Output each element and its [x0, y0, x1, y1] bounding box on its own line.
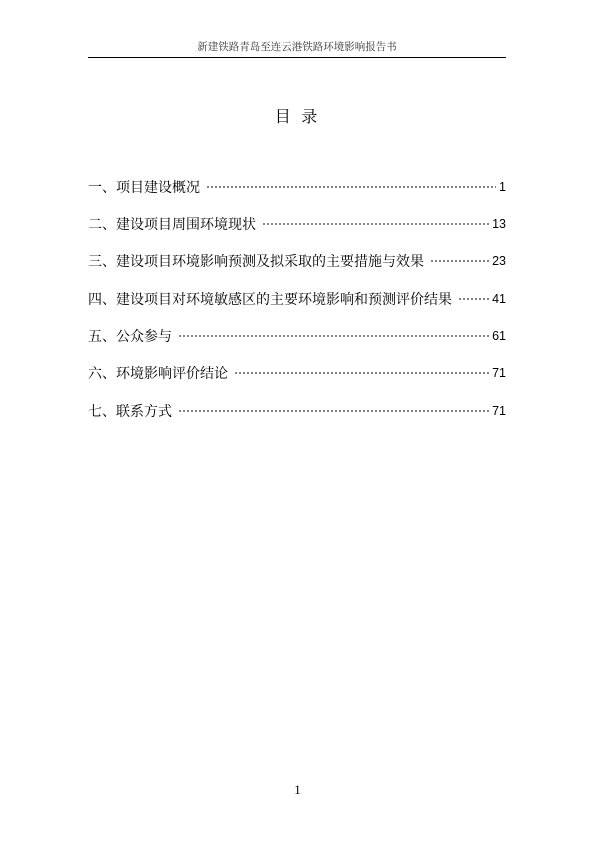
- table-of-contents: [88, 168, 506, 429]
- toc-entry[interactable]: [88, 317, 506, 354]
- toc-entry-label: 三、建设项目环境影响预测及拟采取的主要措施与效果: [88, 253, 424, 270]
- page-number: 1: [294, 782, 301, 797]
- dot-leader: [178, 409, 489, 413]
- running-header: 新建铁路青岛至连云港铁路环境影响报告书: [197, 42, 397, 53]
- toc-entry-label: 二、建设项目周围环境现状: [88, 215, 256, 232]
- toc-entry-page: 23: [492, 254, 506, 269]
- dot-leader: [234, 371, 489, 375]
- toc-entry-label: 一、项目建设概况: [88, 178, 200, 195]
- toc-entry[interactable]: [88, 355, 506, 392]
- dot-leader: [206, 185, 496, 189]
- toc-entry-page: 71: [492, 366, 506, 381]
- toc-entry[interactable]: [88, 280, 506, 317]
- dot-leader: [458, 297, 489, 301]
- toc-entry-page: 1: [499, 179, 506, 194]
- toc-entry-page: 41: [492, 291, 506, 306]
- dot-leader: [430, 259, 489, 263]
- toc-entry-label: 七、联系方式: [88, 402, 172, 419]
- toc-entry-page: 71: [492, 403, 506, 418]
- toc-entry[interactable]: [88, 392, 506, 429]
- header-divider: [88, 57, 506, 58]
- toc-entry[interactable]: [88, 168, 506, 205]
- toc-entry-page: 61: [492, 328, 506, 343]
- dot-leader: [178, 334, 489, 338]
- dot-leader: [262, 222, 489, 226]
- toc-entry-label: 六、环境影响评价结论: [88, 365, 228, 382]
- toc-entry-label: 四、建设项目对环境敏感区的主要环境影响和预测评价结果: [88, 290, 452, 307]
- toc-entry-label: 五、公众参与: [88, 327, 172, 344]
- toc-entry-page: 13: [492, 216, 506, 231]
- toc-entry[interactable]: [88, 243, 506, 280]
- toc-entry[interactable]: [88, 205, 506, 242]
- toc-title: 目 录: [274, 109, 321, 126]
